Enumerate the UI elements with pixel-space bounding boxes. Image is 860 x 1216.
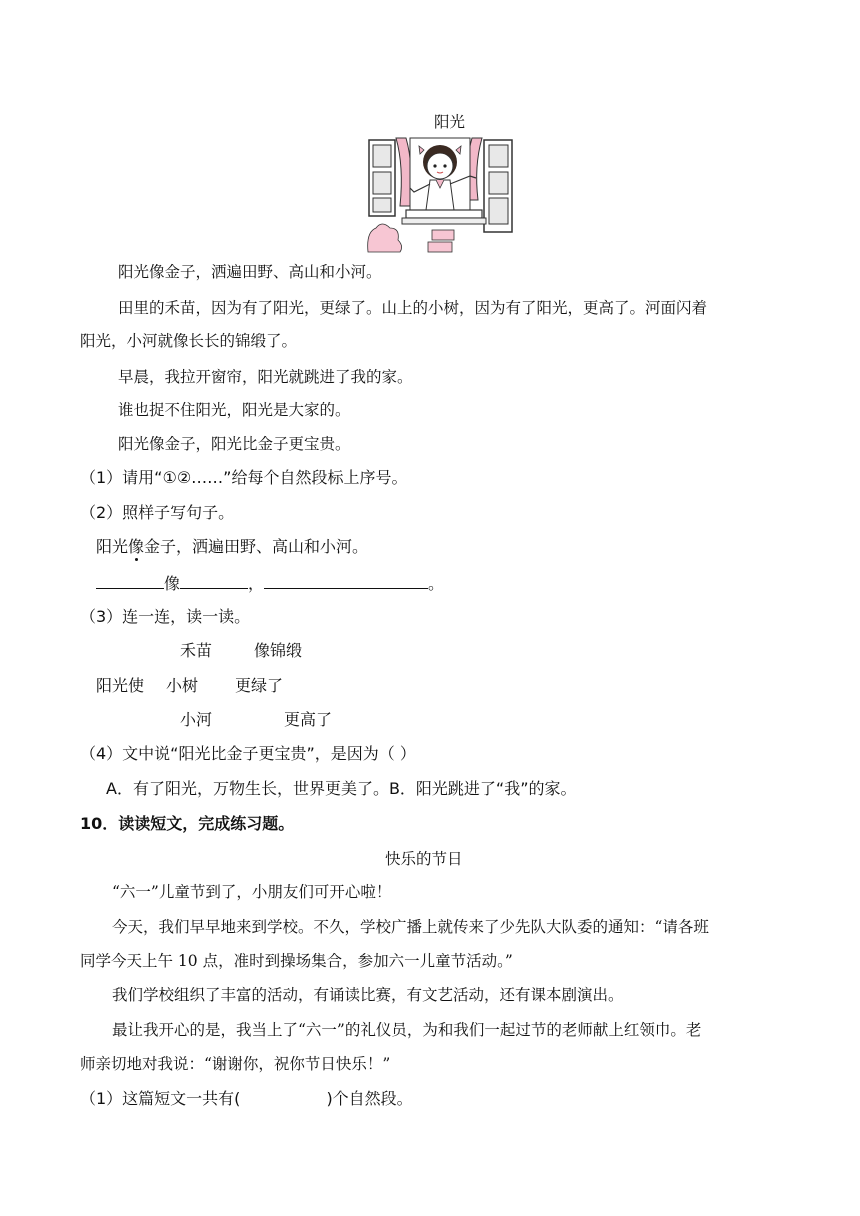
example-sentence-part: 阳光 [96, 537, 129, 556]
answer-blank[interactable] [264, 572, 428, 589]
question-3: （3）连一连，读一读。 [80, 607, 251, 626]
answer-blank[interactable] [96, 572, 164, 589]
passage-paragraph: 阳光像金子，洒遍田野、高山和小河。 [118, 263, 382, 281]
passage-paragraph: 最让我开心的是，我当上了“六一”的礼仪员，为和我们一起过节的老师献上红领巾。老 [112, 1021, 702, 1039]
match-item[interactable]: 更绿了 [235, 676, 284, 695]
passage-paragraph: 田里的禾苗，因为有了阳光，更绿了。山上的小树，因为有了阳光，更高了。河面闪着 [118, 299, 708, 317]
match-item[interactable]: 更高了 [284, 710, 333, 729]
passage-paragraph: 谁也捉不住阳光，阳光是大家的。 [118, 401, 351, 419]
match-item[interactable]: 像锦缎 [254, 641, 303, 660]
passage-paragraph: 今天，我们早早地来到学校。不久，学校广播上就传来了少先队大队委的通知：“请各班 [112, 918, 709, 936]
match-item[interactable]: 小树 [166, 676, 199, 695]
passage-paragraph: 我们学校组织了丰富的活动，有诵读比赛，有文艺活动，还有课本剧演出。 [112, 986, 624, 1004]
question-4-options[interactable]: A．有了阳光，万物生长，世界更美了。B．阳光跳进了“我”的家。 [106, 779, 577, 798]
passage-paragraph: “六一”儿童节到了，小朋友们可开心啦！ [112, 883, 392, 901]
match-item[interactable]: 禾苗 [180, 641, 213, 660]
question-text: （1）这篇短文一共有( [80, 1089, 241, 1108]
emphasis-dot-word: 像 [128, 537, 145, 556]
question-text: )个自然段。 [326, 1089, 413, 1108]
fill-punctuation: 。 [428, 574, 445, 593]
question-4: （4）文中说“阳光比金子更宝贵”，是因为（ ） [80, 744, 416, 763]
passage-paragraph-continued: 同学今天上午 10 点，准时到操场集合，参加六一儿童节活动。” [80, 952, 513, 970]
question-1: （1）请用“①②……”给每个自然段标上序号。 [80, 468, 408, 487]
passage-title: 阳光 [434, 113, 466, 131]
match-item[interactable]: 小河 [180, 710, 213, 729]
passage-paragraph: 早晨，我拉开窗帘，阳光就跳进了我的家。 [118, 368, 413, 386]
example-sentence-part: 金子，洒遍田野、高山和小河。 [144, 537, 369, 556]
fill-punctuation: ， [248, 574, 265, 593]
section-heading: 10．读读短文，完成练习题。 [80, 814, 295, 833]
answer-blank[interactable] [180, 572, 248, 589]
match-item[interactable]: 阳光使 [96, 676, 145, 695]
passage-paragraph: 阳光像金子，阳光比金子更宝贵。 [118, 435, 351, 453]
section10-question-1 [80, 1089, 413, 1109]
fill-word: 像 [164, 574, 181, 593]
passage-paragraph-continued: 阳光，小河就像长长的锦缎了。 [80, 332, 298, 350]
example-sentence [96, 537, 368, 557]
passage-title: 快乐的节日 [385, 850, 463, 868]
girl-at-window-illustration [366, 136, 516, 254]
passage-paragraph-continued: 师亲切地对我说：“谢谢你，祝你节日快乐！” [80, 1055, 391, 1073]
fill-in-sentence [96, 572, 444, 594]
question-2: （2）照样子写句子。 [80, 503, 235, 522]
